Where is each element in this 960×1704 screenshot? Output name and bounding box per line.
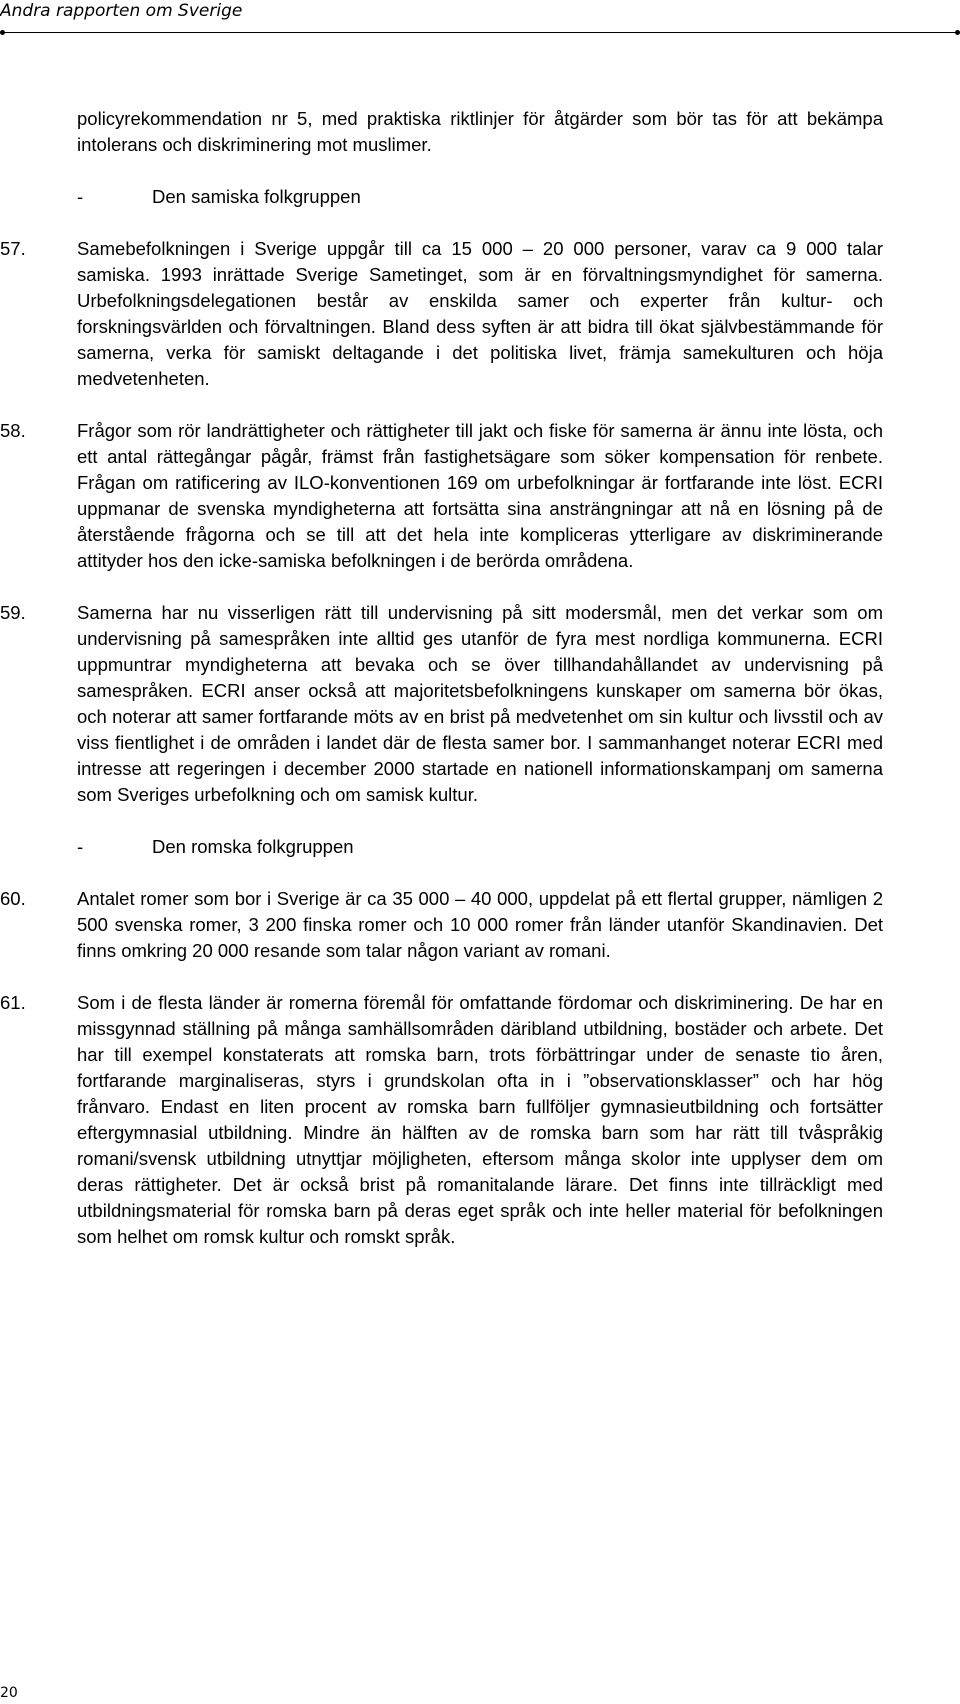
document-body [0,106,960,1250]
paragraph-61 [0,990,960,1250]
heading-dash: - [77,186,84,207]
page-number: 20 [0,1685,18,1701]
heading-text: Den romska folkgruppen [152,836,354,857]
paragraph-number: 60. [0,888,26,909]
header-rule [4,32,956,33]
running-header: Andra rapporten om Sverige [0,1,243,21]
paragraph-58 [0,418,960,574]
paragraph-text: Samebefolkningen i Sverige uppgår till ca 15 000 – 20 000 personer, varav ca 9 000 talar samiska. 1993 inrättade Sverige Sametinget, som är en förvaltningsmyndighet för samerna. Urbefolkningsdelegationen består av enskilda samer och experter från kultur- och forskningsvärlden och förvaltningen. Bland dess syften är att bidra till ökat självbestämmande för samerna, verka för samiskt deltagande i det politiska livet, främja samekulturen och höja medvetenheten. [77,238,883,389]
paragraph-number: 57. [0,238,26,259]
paragraph-text: Frågor som rör landrättigheter och rättigheter till jakt och fiske för samerna är ännu inte lösta, och ett antal rättegångar pågår, främst från fastighetsägare som söker kompensation för renbete. Frågan om ratificering av ILO-konventionen 169 om urbefolkningar är fortfarande inte löst. ECRI uppmanar de svenska myndigheterna att fortsätta sina ansträngningar att nå en lösning på de återstående frågorna och se till att det hela inte kompliceras ytterligare av diskriminerande attityder hos den icke-samiska befolkningen i de berörda områdena. [77,420,883,571]
heading-text: Den samiska folkgruppen [152,186,361,207]
paragraph-text: Som i de flesta länder är romerna föremål för omfattande fördomar och diskriminering. De har en missgynnad ställning på många samhällsområden däribland utbildning, bostäder och arbete. Det har till exempel konstaterats att romska barn, trots förbättringar under de senaste tio åren, fortfarande marginaliseras, styrs i grundskolan ofta in i ”observationsklasser” och har hög frånvaro. Endast en liten procent av romska barn fullföljer gymnasieutbildning och fortsätter eftergymnasial utbildning. Mindre än hälften av de romska barn som har rätt till tvåspråkig romani/svensk utbildning utnyttjar möjligheten, eftersom många skolor inte upplyser dem om deras rättigheter. Det är också brist på romanitalande lärare. Det finns inte tillräckligt med utbildningsmaterial för romska barn på deras eget språk och inte heller material för befolkningen som helhet om romsk kultur och romskt språk. [77,992,883,1247]
paragraph-number: 58. [0,420,26,441]
paragraph-number: 59. [0,602,26,623]
paragraph-number: 61. [0,992,26,1013]
paragraph-text: Antalet romer som bor i Sverige är ca 35 000 – 40 000, uppdelat på ett flertal grupper, nämligen 2 500 svenska romer, 3 200 finska romer och 10 000 romer från länder utanför Skandinavien. Det finns omkring 20 000 resande som talar någon variant av romani. [77,888,883,961]
section-heading-roma [0,834,960,860]
paragraph-text: policyrekommendation nr 5, med praktiska riktlinjer för åtgärder som bör tas för att bekämpa intolerans och diskriminering mot muslimer. [77,108,883,155]
paragraph-59 [0,600,960,808]
paragraph-continuation [0,106,960,158]
paragraph-60 [0,886,960,964]
paragraph-text: Samerna har nu visserligen rätt till undervisning på sitt modersmål, men det verkar som om undervisning på samespråken inte alltid ges utanför de fyra mest nordliga kommunerna. ECRI uppmuntrar myndigheterna att bevaka och se över tillhandahållandet av undervisning på samespråken. ECRI anser också att majoritetsbefolkningens kunskaper om samerna bör ökas, och noterar att samer fortfarande möts av en brist på medvetenhet om sin kultur och livsstil och av viss fientlighet i de områden i landet där de flesta samer bor. I sammanhanget noterar ECRI med intresse att regeringen i december 2000 startade en nationell informationskampanj om samerna som Sveriges urbefolkning och om samisk kultur. [77,602,883,805]
section-heading-sami [0,184,960,210]
paragraph-57 [0,236,960,392]
heading-dash: - [77,836,84,857]
